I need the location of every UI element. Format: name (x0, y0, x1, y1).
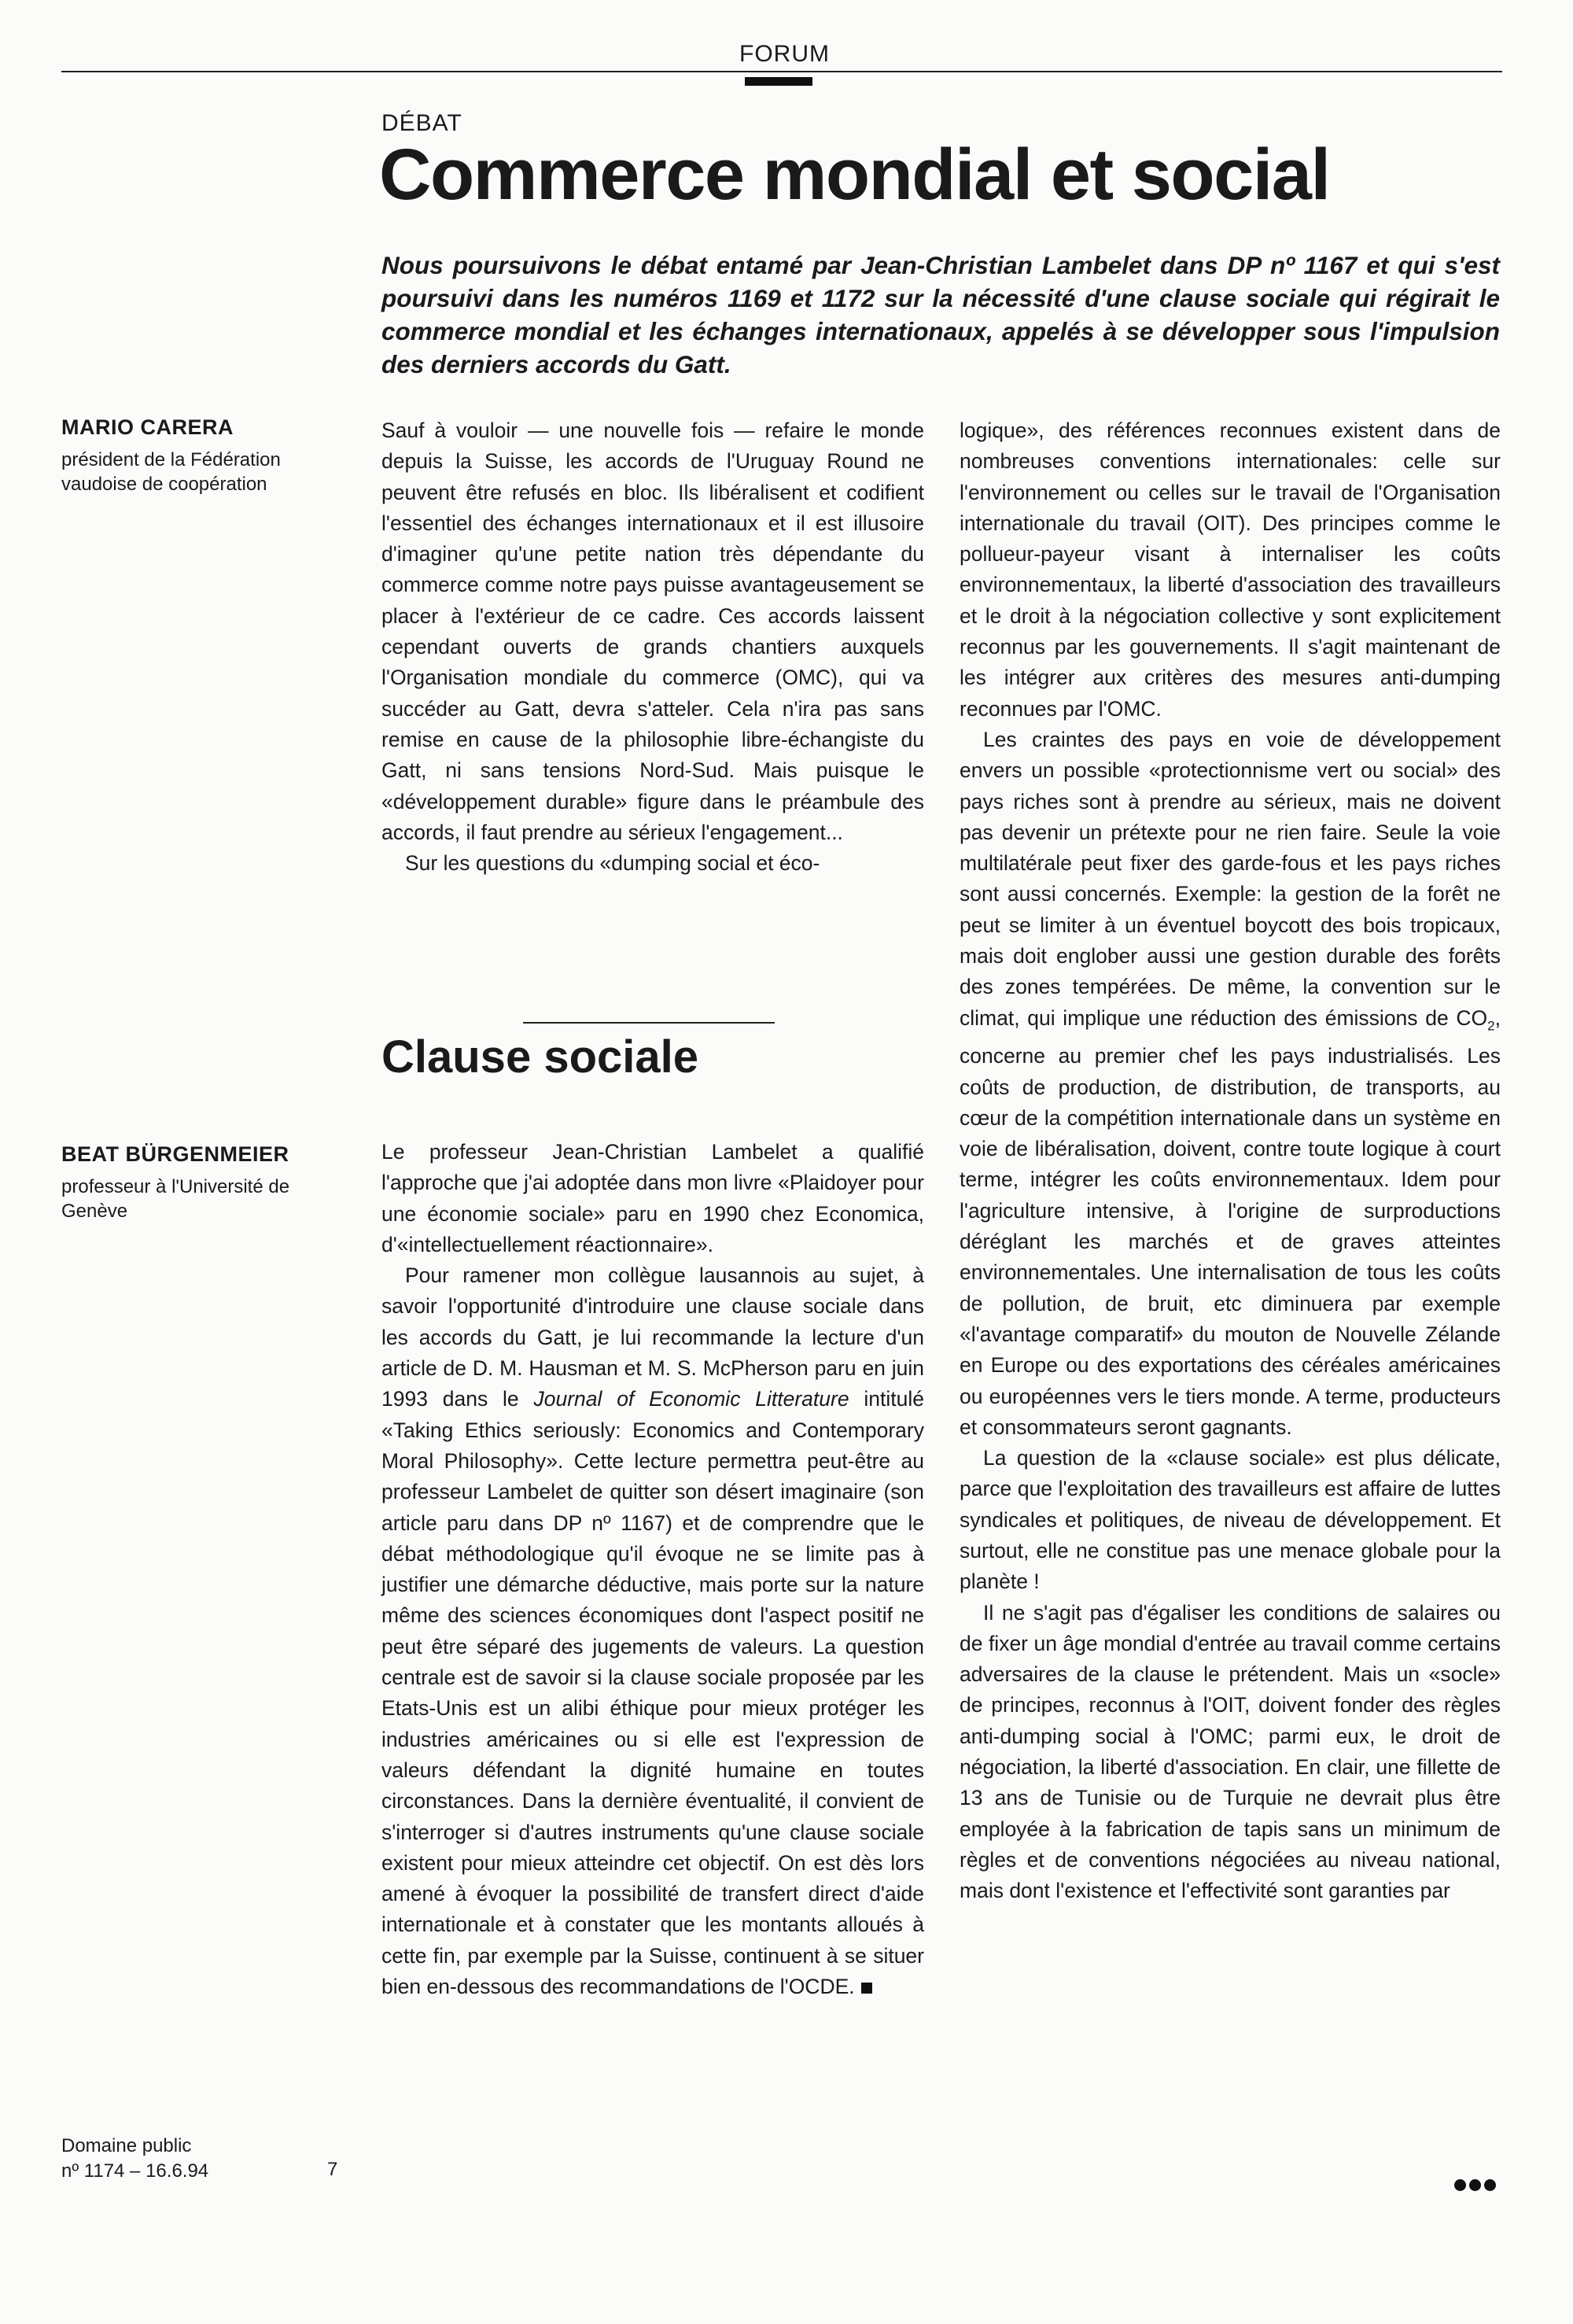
header-rule (61, 71, 1502, 72)
continued-icon (1451, 2179, 1496, 2195)
article-lead: Nous poursuivons le débat entamé par Jean-Christian Lambelet dans DP nº 1167 et qui s'est poursuivi dans les numéros 1169 et 1172 sur la nécessité d'une clause sociale qui régirait le commerce mondial et les échanges internationaux, appelés à se développer sous l'impulsion des derniers accords du Gatt. (381, 251, 1500, 378)
section-divider (523, 1022, 775, 1024)
paragraph (960, 725, 1501, 1443)
author-name: MARIO CARERA (61, 415, 234, 439)
article-kicker: DÉBAT (381, 110, 462, 136)
author-role: professeur à l'Université de Genève (61, 1176, 290, 1222)
paragraph (381, 1260, 924, 2002)
section-label: FORUM (739, 41, 830, 67)
author-role: président de la Fédération vaudoise de coopération (61, 449, 281, 495)
author-block-1 (61, 415, 360, 496)
section-marker-bar (745, 77, 812, 86)
end-of-article-icon (861, 1983, 872, 1994)
author-name: BEAT BÜRGENMEIER (61, 1142, 289, 1166)
page-number: 7 (327, 2159, 338, 2180)
publication-name: Domaine public (61, 2135, 192, 2156)
paragraph: Sauf à vouloir — une nouvelle fois — refaire le monde depuis la Suisse, les accords de l'Uruguay Round ne peuvent être refusés en bloc. Ils libéralisent et codifient l'essentiel des échanges internationaux et il est illusoire d'imaginer qu'une petite nation très dépendante du commerce comme notre pays puisse avantageusement se placer à l'extérieur de ce cadre. Ces accords laissent cependant ouverts de grands chantiers auxquels l'Organisation mondiale du commerce (OMC), qui va succéder au Gatt, devra s'atteler. Cela n'ira pas sans remise en cause de la philosophie libre-échangiste du Gatt, ni sans tensions Nord-Sud. Mais puisque le «développement durable» figure dans le préambule des accords, il faut prendre au sérieux l'engagement... (381, 419, 924, 844)
subscript: 2 (1487, 1017, 1495, 1033)
article-title: Commerce mondial et social (379, 135, 1330, 215)
text-run: intitulé «Taking Ethics seriously: Economics and Contemporary Moral Philosophy». Cette lecture permettra peut-être au professeur Lambelet de quitter son désert imaginaire (son article paru dans DP nº 1167) et de comprendre que le débat méthodologique qu'il évoque ne se limite pas à justifier une démarche déductive, mais porte sur la nature même des sciences économiques dont l'aspect positif ne peut être séparé des jugements de valeurs. La question centrale est de savoir si la clause sociale proposée par les Etats-Unis est un alibi éthique pour mieux protéger les industries américaines ou si elle est l'expression de valeurs défendant la dignité humaine en toutes circonstances. Dans la dernière éventualité, il convient de s'interroger si d'autres instruments qu'une clause sociale existent pour mieux atteindre cet objectif. On est dès lors amené à évoquer la possibilité de transfert direct d'aide internationale et à constater que les montants alloués à cette fin, par exemple par la Suisse, continuent à se situer bien en-dessous des recommandations de l'OCDE. (381, 1387, 924, 1999)
column-1-bottom (381, 1137, 924, 2002)
column-1-top (381, 415, 924, 879)
text-run: , concerne au premier chef les pays industrialisés. Les coûts de production, de distribution, de transports, au cœur de la compétition internationale dans un système en voie de libéralisation, doivent, contre toute logique à court terme, intégrer les coûts environnementaux. Idem pour l'agriculture intensive, à l'origine de surproductions déréglant les marchés et de graves atteintes environnementales. Une internalisation de tous les coûts de pollution, de bruit, etc diminuera par exemple «l'avantage comparatif» du mouton de Nouvelle Zélande en Europe ou des exportations des céréales américaines ou européennes vers le tiers monde. A terme, producteurs et consommateurs seront gagnants. (960, 1005, 1501, 1439)
journal-title: Journal of Economic Litterature (533, 1387, 849, 1411)
text-run: Les craintes des pays en voie de développement envers un possible «protectionnisme vert ou social» des pays riches sont à prendre au sérieux, mais ne doivent pas devenir un prétexte pour ne rien faire. Seule la voie multilatérale peut fixer des garde-fous et les pays riches sont aussi concernés. Exemple: la gestion de la forêt ne peut se limiter à un éventuel boycott des bois tropicaux, mais doit englober aussi une gestion durable des forêts des zones tempérées. De même, la convention sur le climat, qui implique une réduction des émissions de CO (960, 727, 1501, 1030)
column-2 (960, 415, 1501, 1907)
paragraph: Le professeur Jean-Christian Lambelet a qualifié l'approche que j'ai adoptée dans mon livre «Plaidoyer pour une économie sociale» paru en 1990 chez Economica, d'«intellectuellement réactionnaire». (381, 1140, 924, 1256)
text-run: Pour ramener mon collègue lausannois au sujet, à savoir l'opportunité d'introduire une clause sociale dans les accords du Gatt, je lui recommande la lecture d'un article de D. M. Hausman et M. S. McPherson paru en juin 1993 dans le (381, 1263, 924, 1411)
section-heading: Clause sociale (381, 1031, 698, 1083)
issue-info: nº 1174 – 16.6.94 (61, 2160, 209, 2182)
paragraph: Sur les questions du «dumping social et éco- (405, 851, 820, 876)
author-block-2 (61, 1142, 360, 1223)
paragraph: La question de la «clause sociale» est plus délicate, parce que l'exploitation des travailleurs est affaire de luttes syndicales et politiques, de niveau de développement. Et surtout, elle ne constitue pas une menace globale pour la planète ! (960, 1446, 1501, 1594)
paragraph: logique», des références reconnues existent dans de nombreuses conventions internationales: celle sur l'environnement ou celles sur le travail de l'Organisation internationale du travail (OIT). Des principes comme le pollueur-payeur visant à internaliser les coûts environnementaux, la liberté d'association des travailleurs et le droit à la négociation collective y sont explicitement reconnus par les gouvernements. Il s'agit maintenant de les intégrer aux critères des mesures anti-dumping reconnues par l'OMC. (960, 419, 1501, 721)
footer-publication (61, 2134, 208, 2184)
paragraph: Il ne s'agit pas d'égaliser les conditions de salaires ou de fixer un âge mondial d'entrée au travail comme certains adversaires de la clause le prétendent. Mais un «socle» de principes, reconnus à l'OIT, doivent fonder des règles anti-dumping social à l'OMC; parmi eux, le droit de négociation, la liberté d'association. En clair, une fillette de 13 ans de Tunisie ou de Turquie ne devrait plus être employée à la fabrication de tapis sans un minimum de règles et de conventions négociées au niveau national, mais dont l'existence et l'effectivité sont garanties par (960, 1600, 1501, 1903)
